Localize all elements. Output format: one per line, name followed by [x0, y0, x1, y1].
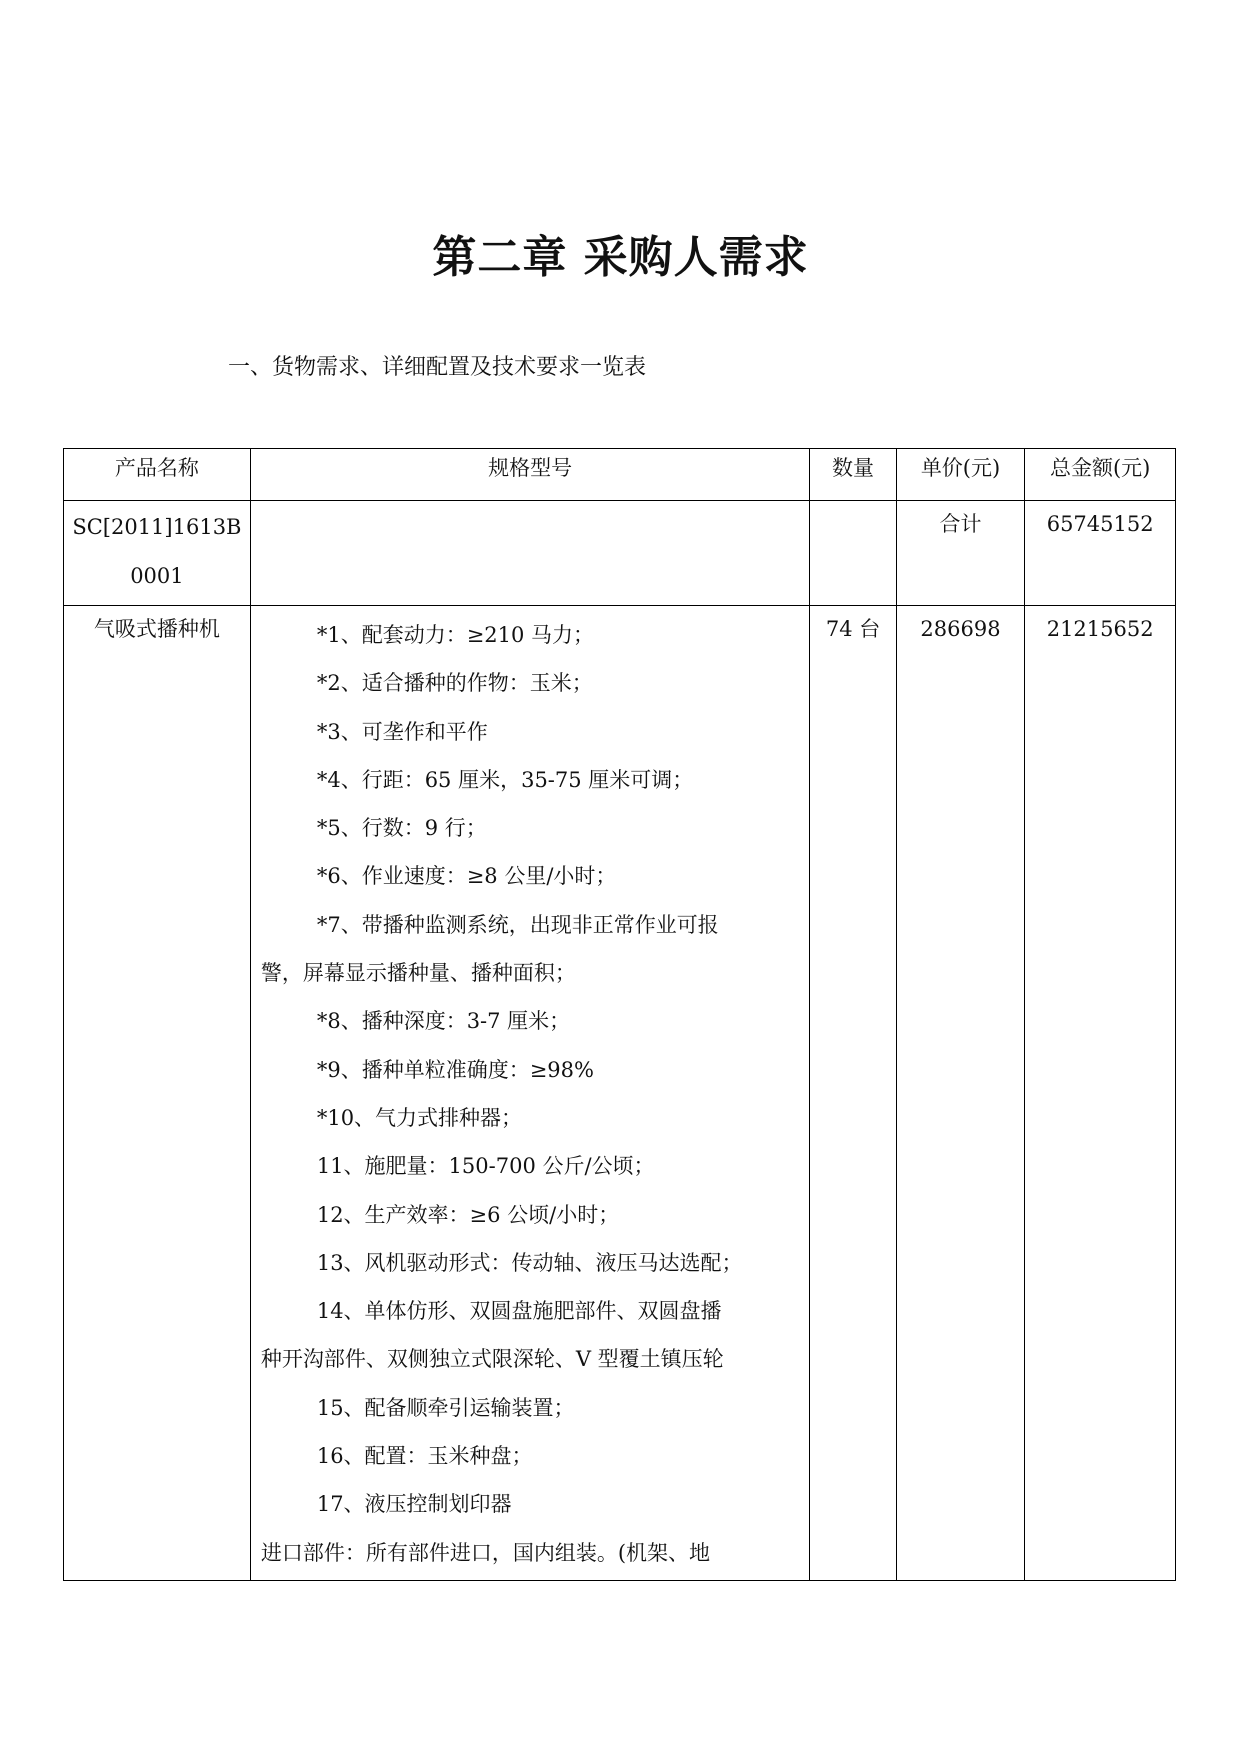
requirements-table — [63, 448, 1176, 1581]
spec-line: *1、配套动力：≥210 马力； — [316, 623, 595, 647]
header-product-name: 产品名称 — [64, 449, 251, 501]
total-amount-cell: 21215652 — [1025, 606, 1176, 1581]
spec-line: 警，屏幕显示播种量、播种面积； — [260, 961, 576, 986]
spec-line: *7、带播种监测系统，出现非正常作业可报 — [316, 912, 719, 937]
spec-line: 12、生产效率：≥6 公顷/小时； — [316, 1202, 620, 1227]
table-header-row — [64, 449, 1176, 501]
spec-line: 17、液压控制划印器 — [316, 1492, 512, 1517]
unit-price-cell: 286698 — [896, 606, 1025, 1581]
page-title: 第二章 采购人需求 — [432, 232, 809, 283]
product-name-cell: 气吸式播种机 — [64, 606, 251, 1581]
table-row — [64, 606, 1176, 1581]
spec-line: *5、行数：9 行； — [316, 816, 487, 841]
spec-line: *6、作业速度：≥8 公里/小时； — [316, 864, 617, 889]
empty-spec-cell — [250, 501, 810, 606]
quantity-cell: 74 台 — [810, 606, 896, 1581]
project-code-cell: SC[2011]1613B0001 — [64, 501, 251, 606]
spec-line: 11、施肥量：150-700 公斤/公顷； — [316, 1154, 655, 1179]
spec-line: *3、可垄作和平作 — [316, 719, 488, 744]
spec-line: *2、适合播种的作物：玉米； — [316, 671, 593, 696]
table-row — [64, 501, 1176, 606]
sum-label-cell: 合计 — [896, 501, 1025, 606]
spec-line: 13、风机驱动形式：传动轴、液压马达选配； — [316, 1250, 743, 1275]
spec-line: 14、单体仿形、双圆盘施肥部件、双圆盘播 — [316, 1299, 722, 1324]
header-unit-price: 单价(元) — [896, 449, 1025, 501]
header-spec-model: 规格型号 — [250, 449, 810, 501]
spec-line: *8、播种深度：3-7 厘米； — [316, 1009, 571, 1034]
spec-line: 种开沟部件、双侧独立式限深轮、V 型覆土镇压轮 — [260, 1347, 724, 1372]
spec-line: *10、气力式排种器； — [316, 1105, 523, 1130]
spec-line: 进口部件：所有部件进口，国内组装。(机架、地 — [260, 1540, 711, 1565]
header-quantity: 数量 — [810, 449, 896, 501]
header-total-amount: 总金额(元) — [1025, 449, 1176, 501]
spec-line: 16、配置：玉米种盘； — [316, 1444, 533, 1469]
section-heading: 一、货物需求、详细配置及技术要求一览表 — [228, 355, 647, 380]
spec-list — [251, 606, 810, 1577]
spec-cell — [250, 606, 810, 1581]
spec-line: 15、配备顺牵引运输装置； — [316, 1395, 575, 1420]
empty-qty-cell — [810, 501, 896, 606]
spec-line: *4、行距：65 厘米，35-75 厘米可调； — [316, 767, 694, 792]
grand-total-cell: 65745152 — [1025, 501, 1176, 606]
spec-line: *9、播种单粒准确度：≥98% — [316, 1057, 594, 1082]
